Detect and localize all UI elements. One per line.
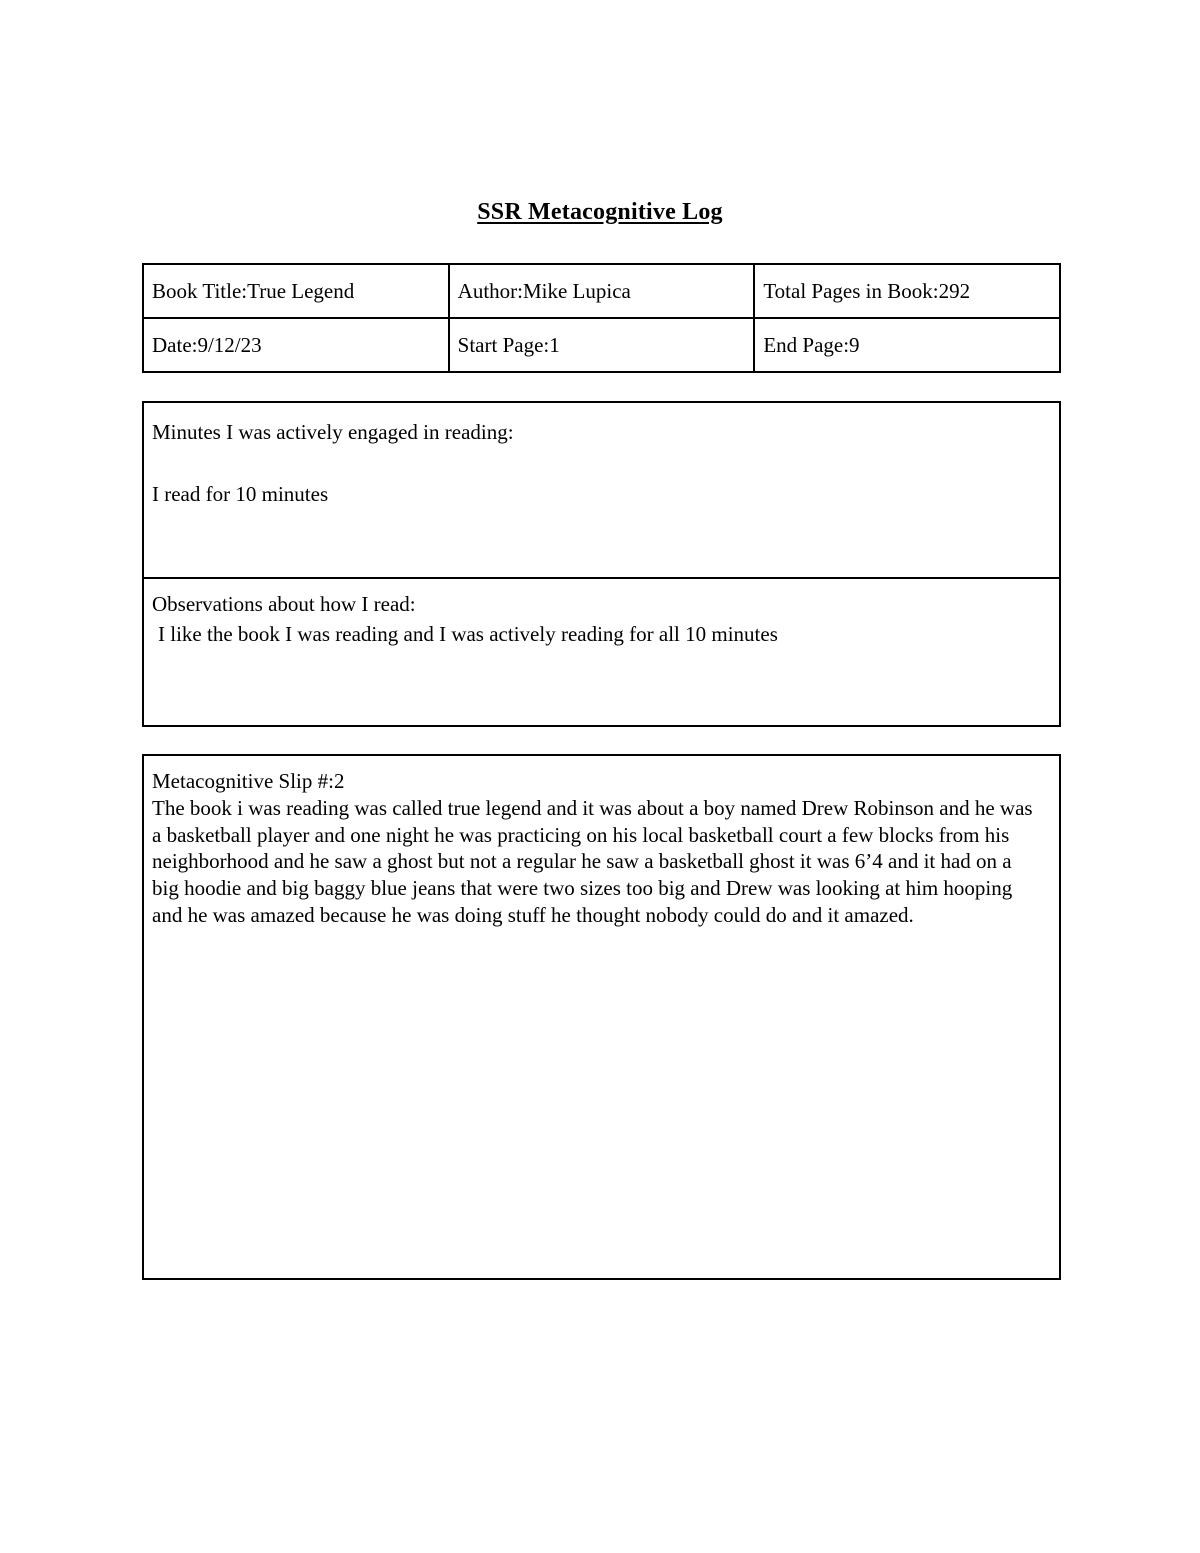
page-title: SSR Metacognitive Log bbox=[477, 199, 723, 225]
end-page-cell: End Page:9 bbox=[754, 318, 1060, 372]
book-title-cell: Book Title:True Legend bbox=[143, 264, 449, 318]
table-row bbox=[143, 264, 1060, 318]
book-info-table bbox=[142, 263, 1061, 373]
minutes-label: Minutes I was actively engaged in reading: bbox=[152, 420, 514, 444]
minutes-answer: I read for 10 minutes bbox=[152, 482, 329, 506]
metacognitive-slip-box bbox=[142, 754, 1061, 1280]
observations-answer: I like the book I was reading and I was actively reading for all 10 minutes bbox=[158, 622, 778, 646]
date-cell: Date:9/12/23 bbox=[143, 318, 449, 372]
observations-label: Observations about how I read: bbox=[152, 592, 416, 616]
total-pages-cell: Total Pages in Book:292 bbox=[754, 264, 1060, 318]
start-page-cell: Start Page:1 bbox=[449, 318, 755, 372]
slip-label: Metacognitive Slip #:2 bbox=[152, 769, 345, 793]
author-cell: Author:Mike Lupica bbox=[449, 264, 755, 318]
observations-section bbox=[144, 579, 1059, 725]
table-row bbox=[143, 318, 1060, 372]
reading-box bbox=[142, 401, 1061, 727]
minutes-section bbox=[144, 403, 1059, 579]
slip-body: The book i was reading was called true legend and it was about a boy named Drew Robinson and he was a basketball player and one night he was practicing on his local basketball court a few blocks from his neighborhood and he saw a ghost but not a regular he saw a basketball ghost it was 6’4 and it had on a big hoodie and big baggy blue jeans that were two sizes too big and Drew was looking at him hooping and he was amazed because he was doing stuff he thought nobody could do and it amazed. bbox=[152, 795, 1033, 927]
